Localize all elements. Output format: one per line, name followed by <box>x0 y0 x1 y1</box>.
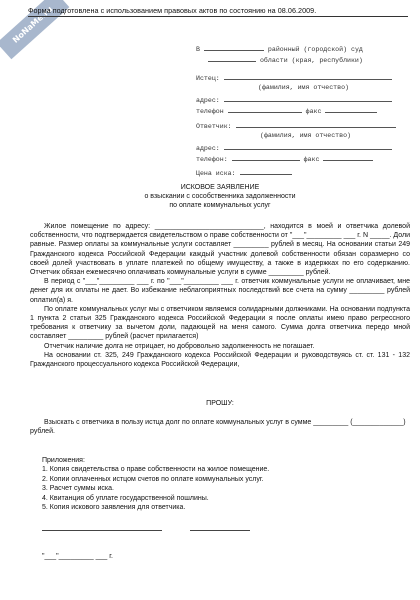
claim-price-line: Цена иска: <box>196 166 411 177</box>
region-blank <box>208 53 256 62</box>
plaintiff-fax-blank <box>325 104 377 113</box>
plaintiff-phone-line: телефон факс <box>196 104 411 115</box>
request-heading: ПРОШУ: <box>206 400 234 407</box>
paragraph-property: Жилое помещение по адресу: ____________________________, находится в моей и ответчика долевой собственности, что подтверждается свидетельством о праве собственности от "___"_________ ___ г. N _____. Доли равные. Размер оплаты за коммунальные услуги составляет _________ рублей в месяц. На основании статьи 249 Гражданского кодекса Российской Федерации каждый участник долевой собственности обязан соразмерно со своей долей участвовать в уплате платежей по общему имуществу, а также в издержках по его содержанию. Отчетчик обязан ежемесячно оплачивать коммунальные услуги в сумме _________ рублей. <box>30 223 410 277</box>
defendant-block <box>196 119 411 163</box>
paragraph-debt-status: Отчетчик наличие долга не отрицает, но добровольно задолженность не погашает. <box>44 342 315 350</box>
attachment-item: 2. Копии оплаченных истцом счетов по оплате коммунальных услуг. <box>42 475 264 483</box>
title-heading: ИСКОВОЕ ЗАЯВЛЕНИЕ <box>180 184 260 191</box>
signature-line <box>42 530 162 531</box>
plaintiff-line: Истец: <box>196 71 411 82</box>
defendant-name-hint: (фамилия, имя отчество) <box>260 132 352 139</box>
request-text: Взыскать с ответчика в пользу истца долг по оплате коммунальных услуг в сумме _________ (_____________) рублей. <box>30 419 406 436</box>
defendant-fax-blank <box>323 152 373 161</box>
defendant-name-blank <box>236 119 396 128</box>
paragraph-nonpayment: В период с "___"_________ ___ г. по "___"_________ ___ г. ответчик коммунальные услуги не оплачивает, мне денег для их оплаты не дает. Во избежание неблагоприятных последствий все счета на сумму _________ рублей оплатил(а) я. <box>30 278 410 304</box>
attachments-heading: Приложения: <box>42 457 85 464</box>
defendant-line: Ответчик: <box>196 119 411 130</box>
document-title <box>30 183 410 210</box>
title-subline-2: по оплате коммунальных услуг <box>169 202 271 209</box>
plaintiff-name-blank <box>224 71 392 80</box>
court-line-1: В районный (городской) суд <box>196 42 411 53</box>
attachments-list <box>42 456 402 512</box>
court-block <box>196 42 411 64</box>
claim-price-block <box>196 166 411 177</box>
plaintiff-address-blank <box>224 93 392 102</box>
attachment-item: 1. Копия свидетельства о праве собственности на жилое помещение. <box>42 466 270 474</box>
attachment-item: 4. Квитанция об уплате государственной пошлины. <box>42 494 209 502</box>
title-subline-1: о взыскании с сособственника задолженности <box>144 193 296 200</box>
defendant-address-line: адрес: <box>196 141 411 152</box>
signature-date: "___"_________ ___ г. <box>42 553 113 560</box>
court-line-2: области (края, республики) <box>196 53 411 64</box>
attachment-item: 5. Копия искового заявления для ответчика. <box>42 504 186 512</box>
claim-price-blank <box>240 166 292 175</box>
claim-body <box>30 222 410 369</box>
attachment-item: 3. Расчет суммы иска. <box>42 485 114 493</box>
defendant-address-blank <box>224 141 392 150</box>
plaintiff-name-hint: (фамилия, имя отчество) <box>258 84 350 91</box>
plaintiff-phone-blank <box>228 104 302 113</box>
plaintiff-address-line: адрес: <box>196 93 411 104</box>
signature-name-line <box>190 530 250 531</box>
paragraph-legal-basis: На основании ст. 325, 249 Гражданского кодекса Российской Федерации и руководствуясь ст. ст. 131 - 132 Гражданского процессуального кодекса Российской Федерации, <box>30 351 410 369</box>
defendant-phone-line: телефон: факс <box>196 152 411 163</box>
court-name-blank <box>204 42 264 51</box>
header-note: Форма подготовлена с использованием правовых актов по состоянию на 08.06.2009. <box>28 6 408 17</box>
watermark-banner: NoNaMe.ru <box>0 0 69 59</box>
paragraph-regress: По оплате коммунальных услуг мы с ответчиком являемся солидарными должниками. На основании подпункта 1 пункта 2 статьи 325 Гражданского кодекса Российской Федерации я после оплаты имею право регрессного требования к ответчику за вычетом доли, падающей на меня самого. Сумма долга ответчика передо мной составляет _________ рублей (расчет прилагается) <box>30 305 410 341</box>
plaintiff-block <box>196 71 411 115</box>
defendant-phone-blank <box>232 152 300 161</box>
